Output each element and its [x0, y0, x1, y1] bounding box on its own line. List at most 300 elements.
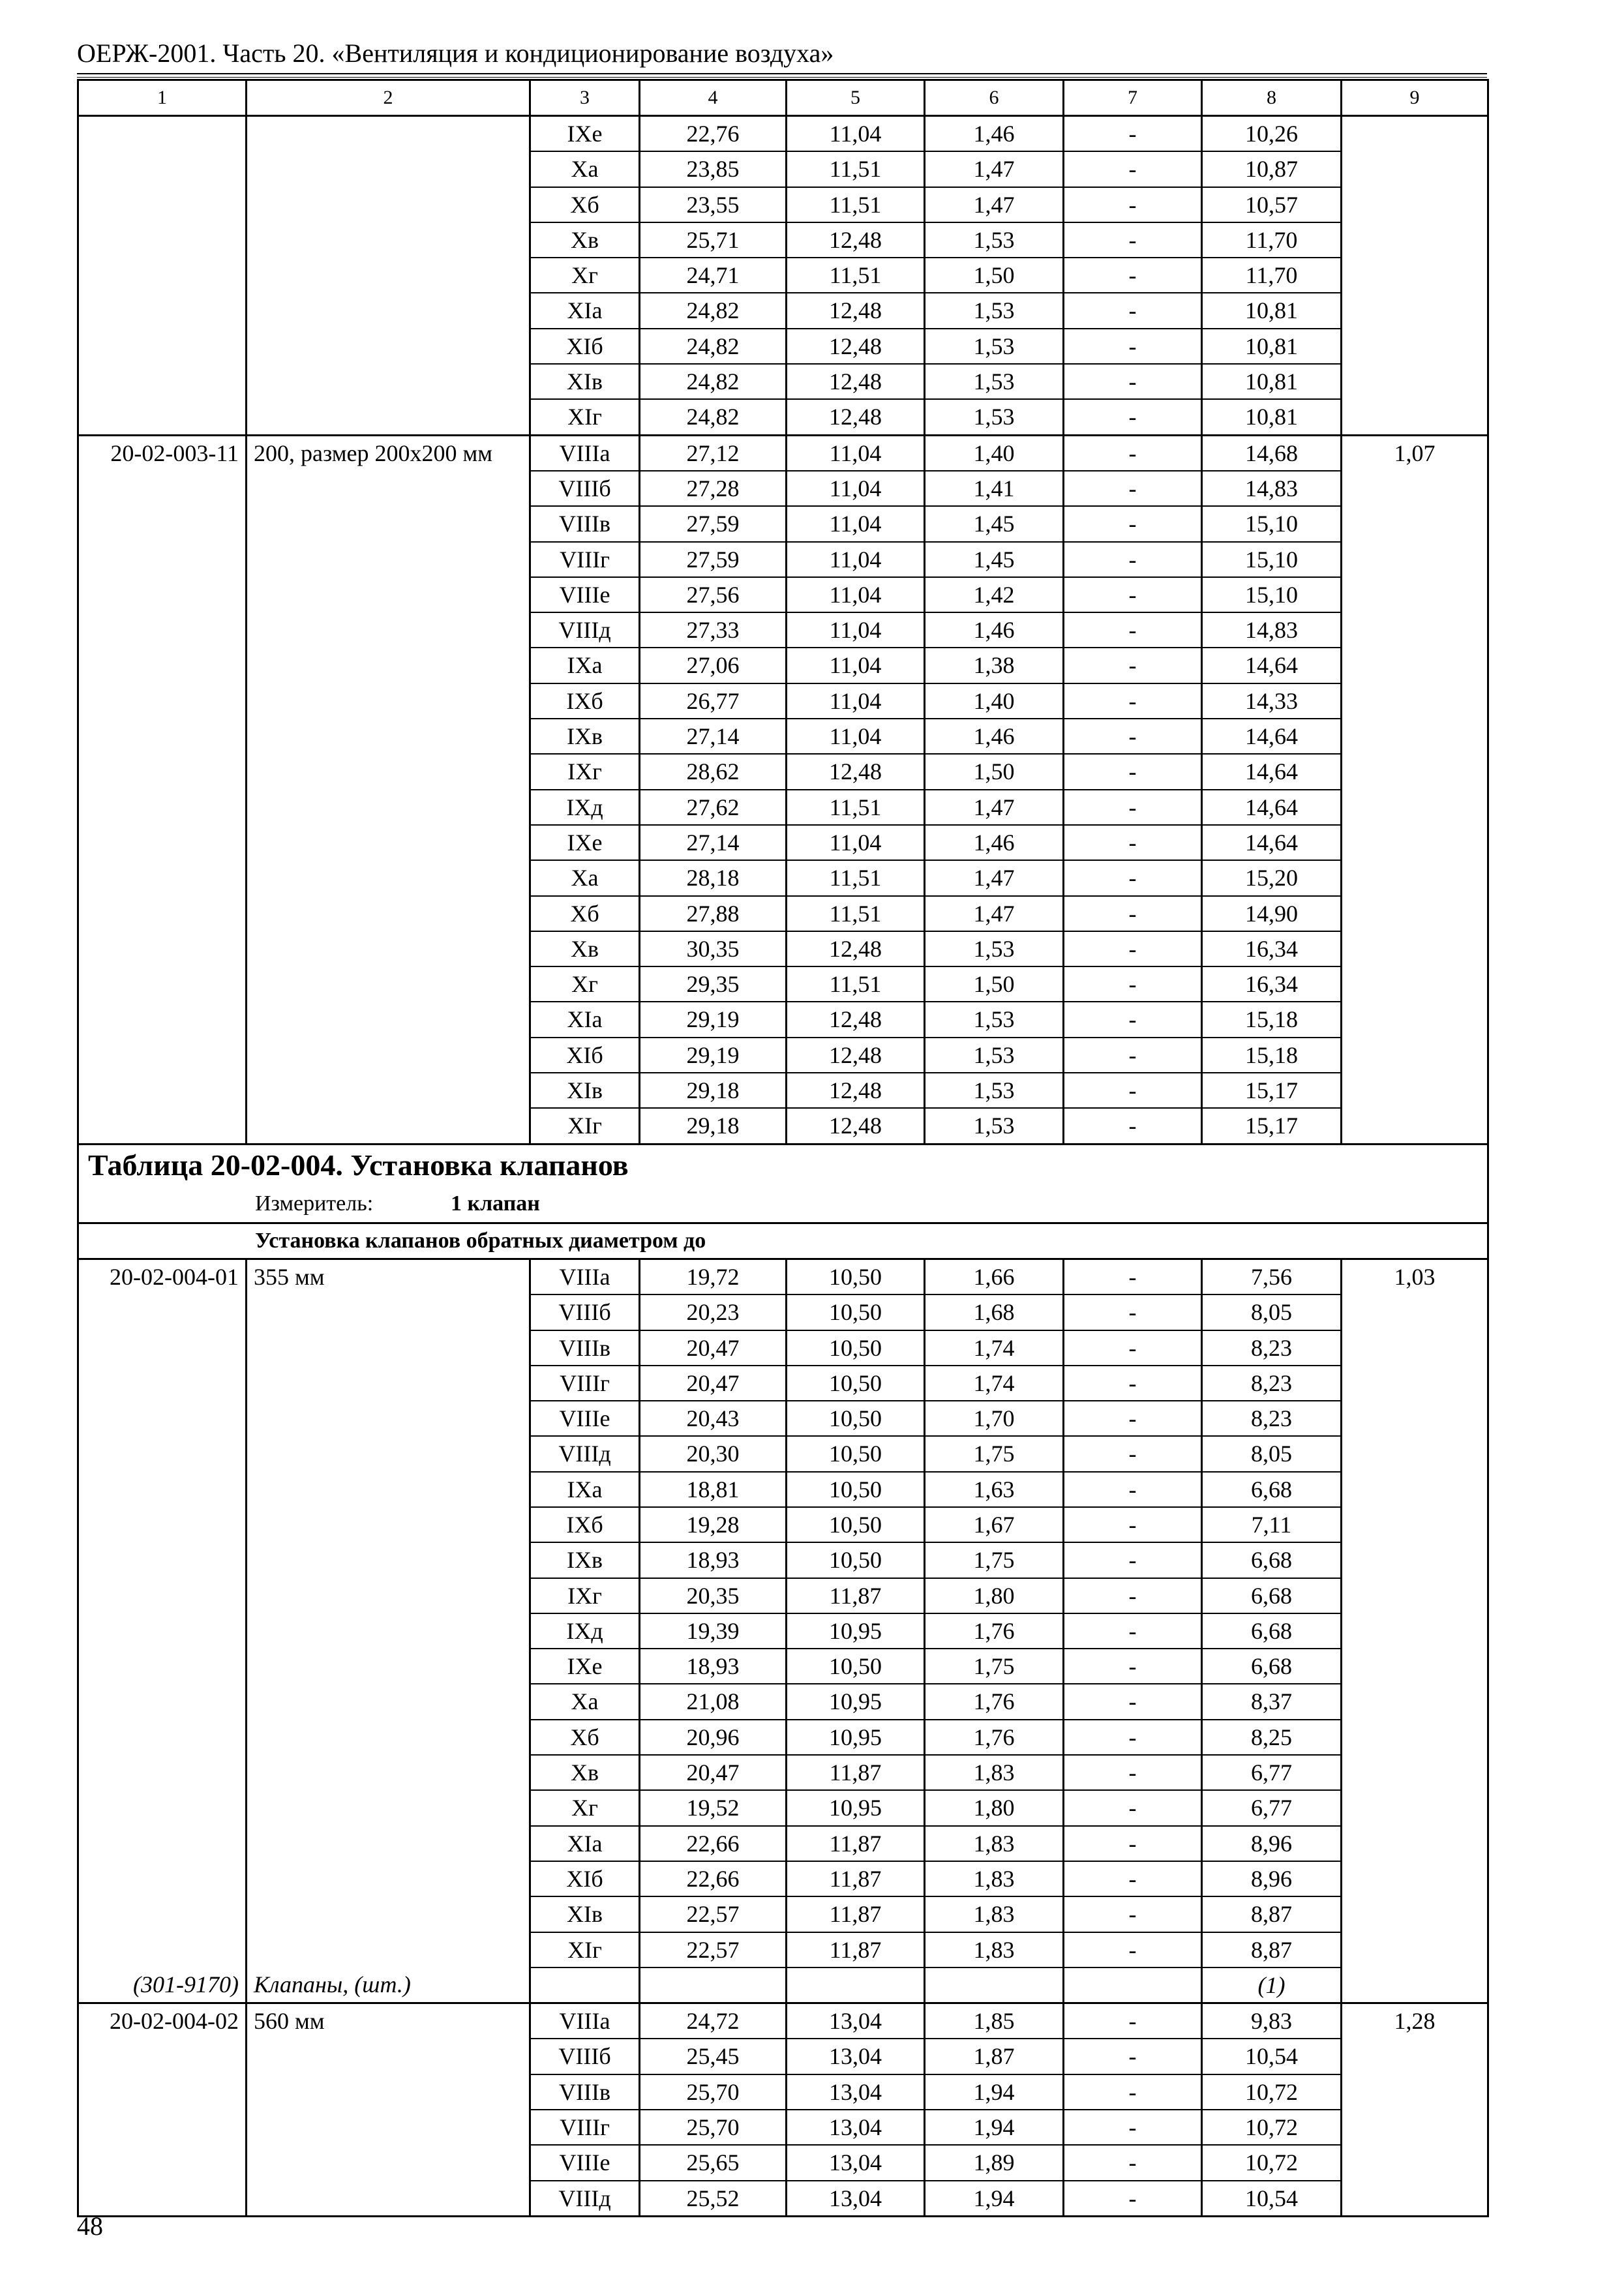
table-row [78, 1790, 1488, 1825]
value-cell: - [1064, 329, 1202, 364]
value-cell: 1,45 [925, 506, 1064, 541]
table-row [78, 1038, 1488, 1073]
table-row [78, 966, 1488, 1002]
value-cell: - [1064, 1108, 1202, 1144]
value-cell: 18,93 [640, 1649, 787, 1684]
value-cell: 15,18 [1202, 1002, 1342, 1037]
value-cell: - [1064, 896, 1202, 931]
value-cell: - [1064, 966, 1202, 1002]
value-cell: 1,47 [925, 896, 1064, 931]
value-cell: 6,68 [1202, 1542, 1342, 1578]
value-cell: 10,50 [787, 1542, 925, 1578]
value-cell: Xв [530, 931, 640, 966]
table-row [78, 1932, 1488, 1967]
work-name-cell [247, 790, 530, 825]
value-cell: 1,70 [925, 1401, 1064, 1436]
value-cell: 1,53 [925, 293, 1064, 328]
coefficient-cell [1342, 1790, 1488, 1825]
value-cell: 11,04 [787, 648, 925, 683]
value-cell: 1,46 [925, 612, 1064, 648]
coefficient-cell [1342, 577, 1488, 612]
value-cell: 15,10 [1202, 542, 1342, 577]
value-cell: 12,48 [787, 329, 925, 364]
value-cell: 11,51 [787, 966, 925, 1002]
coefficient-cell [1342, 1649, 1488, 1684]
value-cell: 14,68 [1202, 435, 1342, 471]
coefficient-cell [1342, 1401, 1488, 1436]
value-cell: 8,96 [1202, 1861, 1342, 1896]
table-row [78, 2181, 1488, 2217]
value-cell: - [1064, 1542, 1202, 1578]
value-cell: 1,47 [925, 187, 1064, 222]
value-cell: 25,65 [640, 2145, 787, 2180]
value-cell: 1,74 [925, 1366, 1064, 1401]
table-row [78, 1613, 1488, 1649]
rate-code-cell: 20-02-004-02 [78, 2003, 247, 2039]
rate-code-cell [78, 1932, 247, 1967]
value-cell: 19,39 [640, 1613, 787, 1649]
value-cell: - [1064, 293, 1202, 328]
table-row [78, 931, 1488, 966]
value-cell: 1,66 [925, 1259, 1064, 1294]
value-cell: Xв [530, 1755, 640, 1790]
value-cell: 12,48 [787, 364, 925, 399]
value-cell: 1,40 [925, 683, 1064, 719]
value-cell: VIIIд [530, 1436, 640, 1471]
table-row [78, 364, 1488, 399]
work-name-cell [247, 364, 530, 399]
rate-code-cell [78, 1330, 247, 1366]
value-cell: XIг [530, 1932, 640, 1967]
rate-code-cell [78, 896, 247, 931]
value-cell: - [1064, 825, 1202, 860]
value-cell: - [1064, 1826, 1202, 1861]
value-cell: 15,10 [1202, 577, 1342, 612]
value-cell: Xa [530, 1684, 640, 1719]
coefficient-cell [1342, 648, 1488, 683]
value-cell: IXe [530, 1649, 640, 1684]
value-cell: - [1064, 648, 1202, 683]
coefficient-cell [1342, 364, 1488, 399]
value-cell: 20,96 [640, 1720, 787, 1755]
resource-row [78, 1967, 1488, 2003]
measure-value: 1 клапан [451, 1191, 540, 1216]
value-cell: 15,20 [1202, 860, 1342, 895]
work-name-cell [247, 577, 530, 612]
value-cell: 10,57 [1202, 187, 1342, 222]
coefficient-cell [1342, 683, 1488, 719]
work-name-cell [247, 2110, 530, 2145]
table-body [78, 80, 1488, 2217]
section-title: Установка клапанов обратных диаметром до [255, 1228, 706, 1253]
value-cell: - [1064, 1507, 1202, 1542]
value-cell: 1,53 [925, 1108, 1064, 1144]
value-cell: 1,53 [925, 931, 1064, 966]
coefficient-cell [1342, 2110, 1488, 2145]
table-row [78, 1108, 1488, 1144]
value-cell: 27,14 [640, 825, 787, 860]
table-row [78, 151, 1488, 187]
rate-code-cell [78, 2074, 247, 2110]
value-cell: - [1064, 506, 1202, 541]
coefficient-cell [1342, 1002, 1488, 1037]
value-cell: - [1064, 931, 1202, 966]
work-name-cell [247, 825, 530, 860]
value-cell: XIa [530, 1002, 640, 1037]
coefficient-cell [1342, 896, 1488, 931]
value-cell: 7,56 [1202, 1259, 1342, 1294]
rate-code-cell [78, 151, 247, 187]
value-cell: 1,47 [925, 790, 1064, 825]
value-cell: 1,74 [925, 1330, 1064, 1366]
work-name-cell [247, 1720, 530, 1755]
coefficient-cell [1342, 1613, 1488, 1649]
value-cell: XIa [530, 1826, 640, 1861]
empty-cell [1342, 1967, 1488, 2003]
resource-name-cell: Клапаны, (шт.) [247, 1967, 530, 2003]
coefficient-cell [1342, 1861, 1488, 1896]
value-cell: - [1064, 683, 1202, 719]
coefficient-cell [1342, 2181, 1488, 2217]
value-cell: 1,75 [925, 1436, 1064, 1471]
value-cell: 13,04 [787, 2003, 925, 2039]
value-cell: VIIIб [530, 1294, 640, 1330]
value-cell: 1,46 [925, 825, 1064, 860]
value-cell: - [1064, 790, 1202, 825]
work-name-cell [247, 1861, 530, 1896]
rate-code-cell [78, 222, 247, 258]
value-cell: 1,80 [925, 1578, 1064, 1613]
value-cell: VIIIг [530, 1366, 640, 1401]
value-cell: - [1064, 542, 1202, 577]
value-cell: XIг [530, 399, 640, 435]
table-row [78, 1896, 1488, 1932]
value-cell: - [1064, 435, 1202, 471]
value-cell: 11,51 [787, 790, 925, 825]
value-cell: 11,04 [787, 506, 925, 541]
value-cell: 10,72 [1202, 2110, 1342, 2145]
value-cell: VIIIe [530, 2145, 640, 2180]
resource-code-cell: (301-9170) [78, 1967, 247, 2003]
work-name-cell [247, 1896, 530, 1932]
value-cell: VIIIa [530, 1259, 640, 1294]
value-cell: IXб [530, 683, 640, 719]
value-cell: 25,71 [640, 222, 787, 258]
table-row [78, 683, 1488, 719]
value-cell: 18,93 [640, 1542, 787, 1578]
work-name-cell [247, 187, 530, 222]
table-row [78, 719, 1488, 754]
value-cell: 23,55 [640, 187, 787, 222]
table-row [78, 1294, 1488, 1330]
value-cell: - [1064, 1038, 1202, 1073]
work-name-cell [247, 2145, 530, 2180]
value-cell: IXв [530, 719, 640, 754]
value-cell: - [1064, 1259, 1202, 1294]
rate-code-cell [78, 506, 247, 541]
column-number-row [78, 80, 1488, 116]
value-cell: 1,53 [925, 399, 1064, 435]
coefficient-cell [1342, 2074, 1488, 2110]
work-name-cell [247, 1436, 530, 1471]
rate-code-cell [78, 258, 247, 293]
rate-code-cell [78, 1436, 247, 1471]
table-row [78, 1826, 1488, 1861]
rate-code-cell [78, 1472, 247, 1507]
value-cell: 8,37 [1202, 1684, 1342, 1719]
value-cell: 8,87 [1202, 1896, 1342, 1932]
value-cell: 16,34 [1202, 931, 1342, 966]
value-cell: - [1064, 1861, 1202, 1896]
value-cell: 19,28 [640, 1507, 787, 1542]
value-cell: - [1064, 1472, 1202, 1507]
table-title: Таблица 20-02-004. Установка клапанов [88, 1148, 629, 1182]
work-name-cell [247, 1649, 530, 1684]
table-row [78, 1366, 1488, 1401]
value-cell: 8,05 [1202, 1294, 1342, 1330]
value-cell: 11,70 [1202, 258, 1342, 293]
value-cell: 1,50 [925, 966, 1064, 1002]
value-cell: XIг [530, 1108, 640, 1144]
value-cell: 11,87 [787, 1755, 925, 1790]
rate-code-cell [78, 754, 247, 789]
work-name-cell [247, 2039, 530, 2074]
table-row [78, 2145, 1488, 2180]
work-name-cell [247, 258, 530, 293]
value-cell: 1,87 [925, 2039, 1064, 2074]
value-cell: - [1064, 151, 1202, 187]
coefficient-cell [1342, 399, 1488, 435]
value-cell: 11,04 [787, 825, 925, 860]
value-cell: 1,46 [925, 116, 1064, 152]
value-cell: 19,72 [640, 1259, 787, 1294]
coefficient-cell [1342, 1472, 1488, 1507]
table-heading-cell [78, 1144, 1488, 1223]
value-cell: 11,87 [787, 1826, 925, 1861]
rate-code-cell [78, 825, 247, 860]
value-cell: 29,35 [640, 966, 787, 1002]
value-cell: Xг [530, 258, 640, 293]
estimate-table [77, 79, 1489, 2217]
rate-code-cell [78, 2039, 247, 2074]
value-cell: VIIIг [530, 2110, 640, 2145]
coefficient-cell [1342, 506, 1488, 541]
value-cell: 8,96 [1202, 1826, 1342, 1861]
work-name-cell [247, 1366, 530, 1401]
value-cell: 6,68 [1202, 1649, 1342, 1684]
work-name-cell [247, 293, 530, 328]
value-cell: - [1064, 222, 1202, 258]
table-row [78, 754, 1488, 789]
work-name-cell [247, 329, 530, 364]
value-cell: 1,47 [925, 860, 1064, 895]
table-row [78, 329, 1488, 364]
value-cell: 11,04 [787, 116, 925, 152]
value-cell: 22,57 [640, 1896, 787, 1932]
work-name-cell [247, 399, 530, 435]
coefficient-cell [1342, 542, 1488, 577]
work-name-cell [247, 1932, 530, 1967]
value-cell: 10,50 [787, 1366, 925, 1401]
value-cell: 1,50 [925, 754, 1064, 789]
rate-code-cell [78, 1002, 247, 1037]
header-rule-thin [77, 77, 1487, 78]
value-cell: 12,48 [787, 1108, 925, 1144]
work-name-cell [247, 1002, 530, 1037]
value-cell: 10,50 [787, 1330, 925, 1366]
value-cell: - [1064, 116, 1202, 152]
rate-code-cell [78, 1294, 247, 1330]
coefficient-cell [1342, 1038, 1488, 1073]
value-cell: 6,68 [1202, 1613, 1342, 1649]
value-cell: 10,95 [787, 1720, 925, 1755]
table-row [78, 2003, 1488, 2039]
rate-code-cell [78, 1073, 247, 1108]
value-cell: 10,81 [1202, 399, 1342, 435]
column-number: 5 [787, 80, 925, 116]
value-cell: 11,04 [787, 577, 925, 612]
work-name-cell [247, 719, 530, 754]
value-cell: 1,38 [925, 648, 1064, 683]
rate-code-cell [78, 187, 247, 222]
value-cell: - [1064, 577, 1202, 612]
value-cell: 27,12 [640, 435, 787, 471]
rate-code-cell [78, 1507, 247, 1542]
coefficient-cell [1342, 860, 1488, 895]
value-cell: 10,50 [787, 1259, 925, 1294]
value-cell: 1,53 [925, 329, 1064, 364]
value-cell: 22,66 [640, 1861, 787, 1896]
value-cell: - [1064, 860, 1202, 895]
rate-code-cell: 20-02-004-01 [78, 1259, 247, 1294]
value-cell: 10,72 [1202, 2074, 1342, 2110]
value-cell: 1,83 [925, 1896, 1064, 1932]
value-cell: 29,19 [640, 1002, 787, 1037]
table-row [78, 1259, 1488, 1294]
value-cell: VIIIв [530, 1330, 640, 1366]
work-name-cell [247, 1472, 530, 1507]
measure-line [85, 1186, 1481, 1222]
value-cell: - [1064, 1002, 1202, 1037]
rate-code-cell [78, 1401, 247, 1436]
value-cell: 15,17 [1202, 1108, 1342, 1144]
coefficient-cell [1342, 825, 1488, 860]
value-cell: - [1064, 754, 1202, 789]
value-cell: Xб [530, 187, 640, 222]
table-row [78, 1507, 1488, 1542]
value-cell: Xa [530, 151, 640, 187]
value-cell: 11,51 [787, 896, 925, 931]
value-cell: Xг [530, 966, 640, 1002]
value-cell: - [1064, 1896, 1202, 1932]
value-cell: 10,87 [1202, 151, 1342, 187]
value-cell: 12,48 [787, 399, 925, 435]
column-number: 3 [530, 80, 640, 116]
work-name-cell [247, 1294, 530, 1330]
value-cell: - [1064, 1401, 1202, 1436]
value-cell: 27,14 [640, 719, 787, 754]
value-cell: 11,87 [787, 1896, 925, 1932]
value-cell: 25,45 [640, 2039, 787, 2074]
value-cell: - [1064, 2039, 1202, 2074]
rate-code-cell [78, 1720, 247, 1755]
value-cell: 10,50 [787, 1649, 925, 1684]
column-number: 4 [640, 80, 787, 116]
table-heading-row [78, 1144, 1488, 1223]
value-cell: 20,30 [640, 1436, 787, 1471]
value-cell: 10,54 [1202, 2039, 1342, 2074]
work-name-cell [247, 1401, 530, 1436]
value-cell: 14,64 [1202, 825, 1342, 860]
value-cell: 1,68 [925, 1294, 1064, 1330]
rate-code-cell [78, 542, 247, 577]
value-cell: 10,95 [787, 1613, 925, 1649]
table-row [78, 648, 1488, 683]
value-cell: 27,56 [640, 577, 787, 612]
value-cell: - [1064, 364, 1202, 399]
work-name-cell: 200, размер 200x200 мм [247, 435, 530, 471]
value-cell: 23,85 [640, 151, 787, 187]
value-cell: 10,50 [787, 1472, 925, 1507]
document-title: ОЕРЖ-2001. Часть 20. «Вентиляция и кондиционирование воздуха» [77, 38, 834, 68]
value-cell: - [1064, 1932, 1202, 1967]
value-cell: IXд [530, 1613, 640, 1649]
value-cell: - [1064, 719, 1202, 754]
rate-code-cell [78, 648, 247, 683]
value-cell: 27,59 [640, 542, 787, 577]
value-cell: 16,34 [1202, 966, 1342, 1002]
value-cell: 1,50 [925, 258, 1064, 293]
value-cell: VIIIa [530, 2003, 640, 2039]
value-cell: 12,48 [787, 1038, 925, 1073]
value-cell: 20,47 [640, 1755, 787, 1790]
value-cell: 29,19 [640, 1038, 787, 1073]
resource-qty-cell: (1) [1202, 1967, 1342, 2003]
value-cell: VIIIб [530, 471, 640, 506]
value-cell: Xв [530, 222, 640, 258]
work-name-cell: 560 мм [247, 2003, 530, 2039]
value-cell: IXa [530, 648, 640, 683]
work-name-cell [247, 683, 530, 719]
value-cell: - [1064, 1755, 1202, 1790]
value-cell: - [1064, 471, 1202, 506]
section-cell [78, 1223, 1488, 1259]
value-cell: 26,77 [640, 683, 787, 719]
value-cell: - [1064, 1436, 1202, 1471]
table-row [78, 1720, 1488, 1755]
value-cell: 15,18 [1202, 1038, 1342, 1073]
coefficient-cell [1342, 1436, 1488, 1471]
value-cell: 14,33 [1202, 683, 1342, 719]
table-row [78, 896, 1488, 931]
value-cell: VIIIв [530, 2074, 640, 2110]
value-cell: 10,54 [1202, 2181, 1342, 2217]
value-cell: 6,68 [1202, 1578, 1342, 1613]
work-name-cell: 355 мм [247, 1259, 530, 1294]
work-name-cell [247, 1790, 530, 1825]
value-cell: 24,82 [640, 293, 787, 328]
value-cell: 27,59 [640, 506, 787, 541]
coefficient-cell [1342, 1720, 1488, 1755]
value-cell: 24,82 [640, 329, 787, 364]
value-cell: 10,26 [1202, 116, 1342, 152]
value-cell: 22,57 [640, 1932, 787, 1967]
value-cell: 22,66 [640, 1826, 787, 1861]
value-cell: VIIIe [530, 1401, 640, 1436]
value-cell: 6,77 [1202, 1790, 1342, 1825]
value-cell: 6,68 [1202, 1472, 1342, 1507]
value-cell: 12,48 [787, 293, 925, 328]
